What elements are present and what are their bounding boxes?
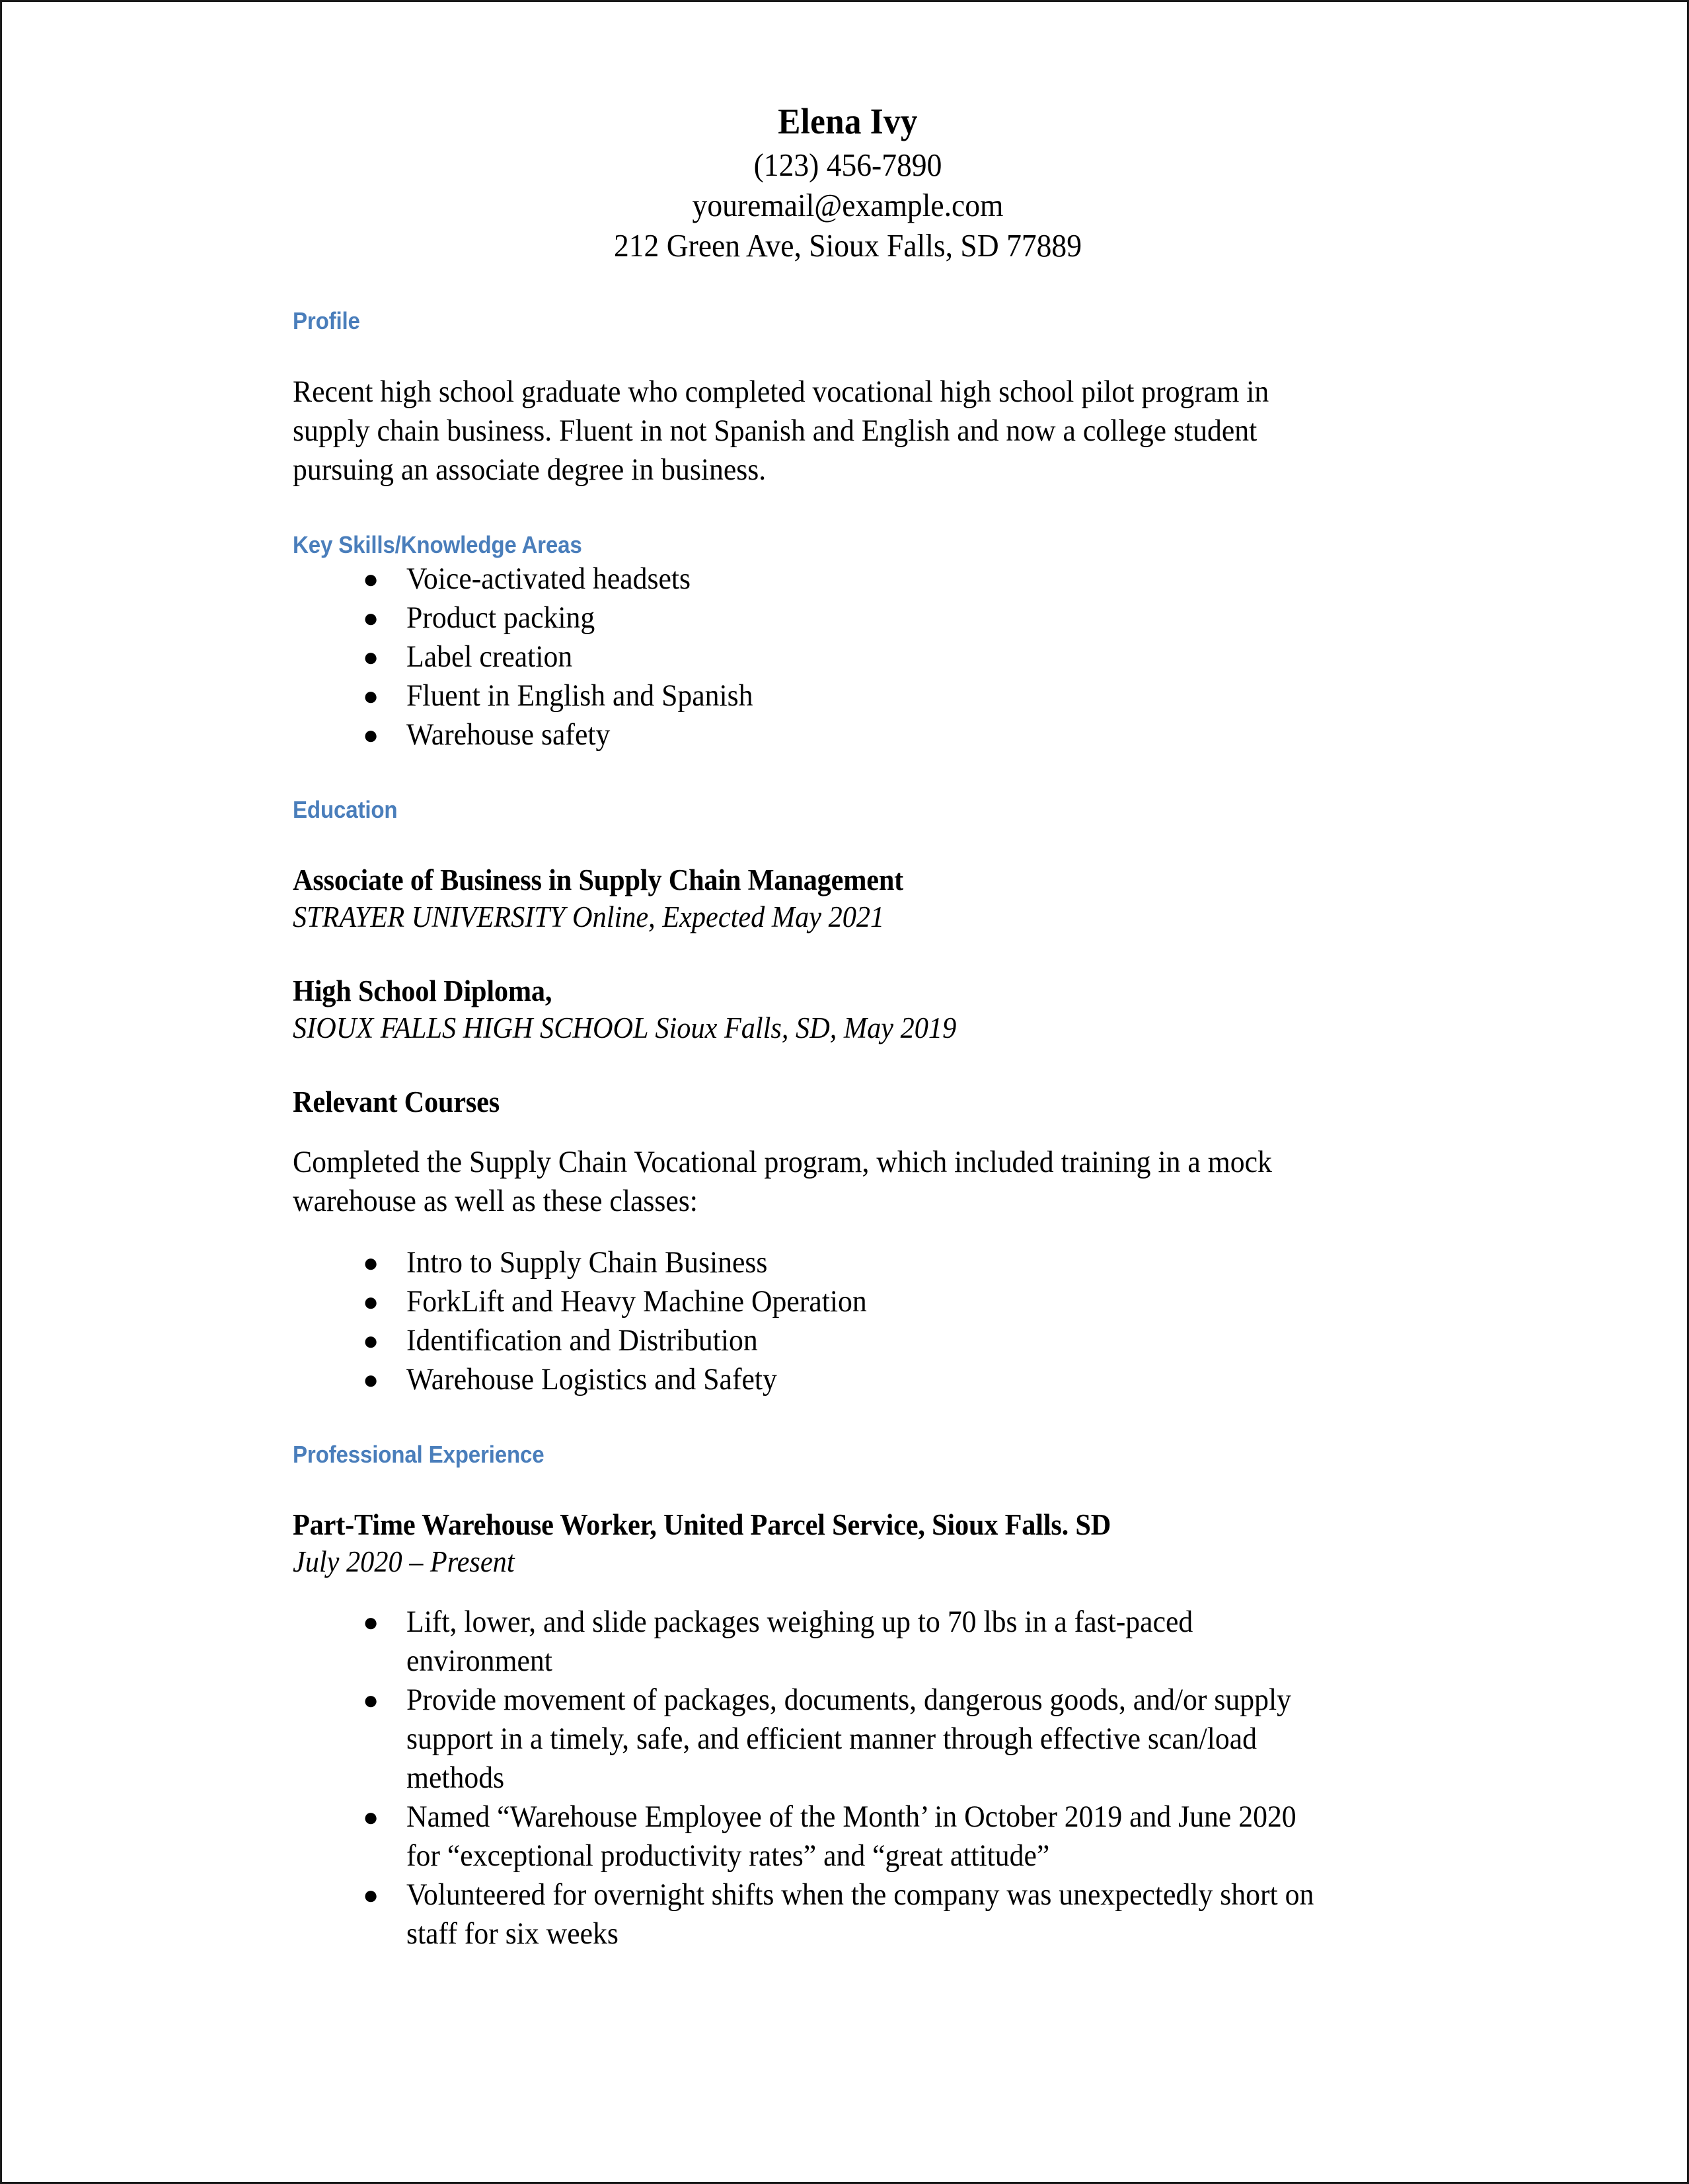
bullet-icon: ● [363,1287,379,1317]
spacer [293,266,1403,307]
spacer [293,1221,1403,1243]
bullet-icon: ● [363,1685,379,1715]
experience-job-title: Part-Time Warehouse Worker, United Parcel Service, Sioux Falls. SD [293,1508,1111,1541]
bullet-icon: ● [363,1326,379,1356]
spacer [293,336,1403,373]
contact-address: 212 Green Ave, Sioux Falls, SD 77889 [613,227,1082,264]
relevant-courses-list [348,1243,1403,1399]
list-item-label: Intro to Supply Chain Business [406,1245,768,1280]
contact-email: youremail@example.com [692,187,1004,223]
bullet-icon: ● [363,1607,379,1637]
list-item [348,599,1403,637]
page-content [2,2,1687,2182]
spacer [293,754,1403,795]
spacer [293,1120,1403,1143]
bullet-icon: ● [363,1365,379,1395]
list-item [348,1798,1403,1875]
bullet-icon: ● [363,681,379,711]
resume-header [293,101,1403,266]
list-item-label: Fluent in English and Spanish [406,678,753,713]
relevant-courses-heading: Relevant Courses [293,1085,500,1118]
bullet-icon: ● [363,720,379,750]
spacer [293,1469,1403,1506]
list-item-label: Voice-activated headsets [406,562,691,596]
list-item [348,715,1403,754]
list-item-label: ForkLift and Heavy Machine Operation [406,1284,867,1319]
bullet-icon: ● [363,564,379,594]
bullet-icon: ● [363,642,379,672]
bullet-icon: ● [363,1802,379,1832]
spacer [293,1580,1403,1603]
list-item [348,1243,1403,1282]
list-item [348,1282,1403,1321]
spacer [293,1046,1403,1083]
spacer [293,1399,1403,1440]
list-item-label: Volunteered for overnight shifts when the company was unexpectedly short on staff for six weeks [406,1877,1314,1951]
education-detail: SIOUX FALLS HIGH SCHOOL Sioux Falls, SD, May 2019 [293,1011,957,1044]
list-item-label: Lift, lower, and slide packages weighing up to 70 lbs in a fast-paced environment [406,1605,1193,1678]
section-heading-profile: Profile [293,307,360,334]
list-item [348,1681,1403,1798]
education-degree: Associate of Business in Supply Chain Management [293,863,904,896]
list-item [348,560,1403,599]
education-detail: STRAYER UNIVERSITY Online, Expected May 2021 [293,900,885,933]
bullet-icon: ● [363,1880,379,1910]
list-item-label: Warehouse safety [406,717,611,752]
relevant-courses-intro: Completed the Supply Chain Vocational program, which included training in a mock warehouse as well as these classes: [293,1145,1272,1218]
list-item-label: Named “Warehouse Employee of the Month’ in October 2019 and June 2020 for “exceptional productivity rates” and “great attitude” [406,1800,1296,1873]
candidate-name: Elena Ivy [778,101,918,141]
list-item-label: Warehouse Logistics and Safety [406,1362,777,1397]
education-degree: High School Diploma, [293,974,552,1007]
list-item-label: Label creation [406,639,573,674]
section-heading-education: Education [293,796,398,823]
profile-text: Recent high school graduate who completed vocational high school pilot program in supply chain business. Fluent in not Spanish and English and now a college student pursuing an associate degree in business. [293,375,1269,487]
spacer [293,824,1403,861]
spacer [293,935,1403,972]
list-item [348,676,1403,715]
spacer [293,490,1403,530]
list-item-label: Identification and Distribution [406,1323,758,1358]
bullet-icon: ● [363,1248,379,1278]
contact-phone: (123) 456-7890 [753,147,942,183]
bullet-icon: ● [363,603,379,633]
list-item [348,637,1403,676]
section-heading-professional-experience: Professional Experience [293,1441,544,1468]
list-item-label: Provide movement of packages, documents, dangerous goods, and/or supply support in a timely, safe, and efficient manner through effective scan/load methods [406,1683,1291,1795]
experience-bullets-list [348,1603,1403,1953]
key-skills-list [348,560,1403,754]
list-item [348,1603,1403,1681]
experience-dates: July 2020 – Present [293,1545,515,1578]
section-heading-key-skills: Key Skills/Knowledge Areas [293,531,582,558]
list-item-label: Product packing [406,601,595,635]
list-item [348,1360,1403,1399]
list-item [348,1875,1403,1953]
list-item [348,1321,1403,1360]
